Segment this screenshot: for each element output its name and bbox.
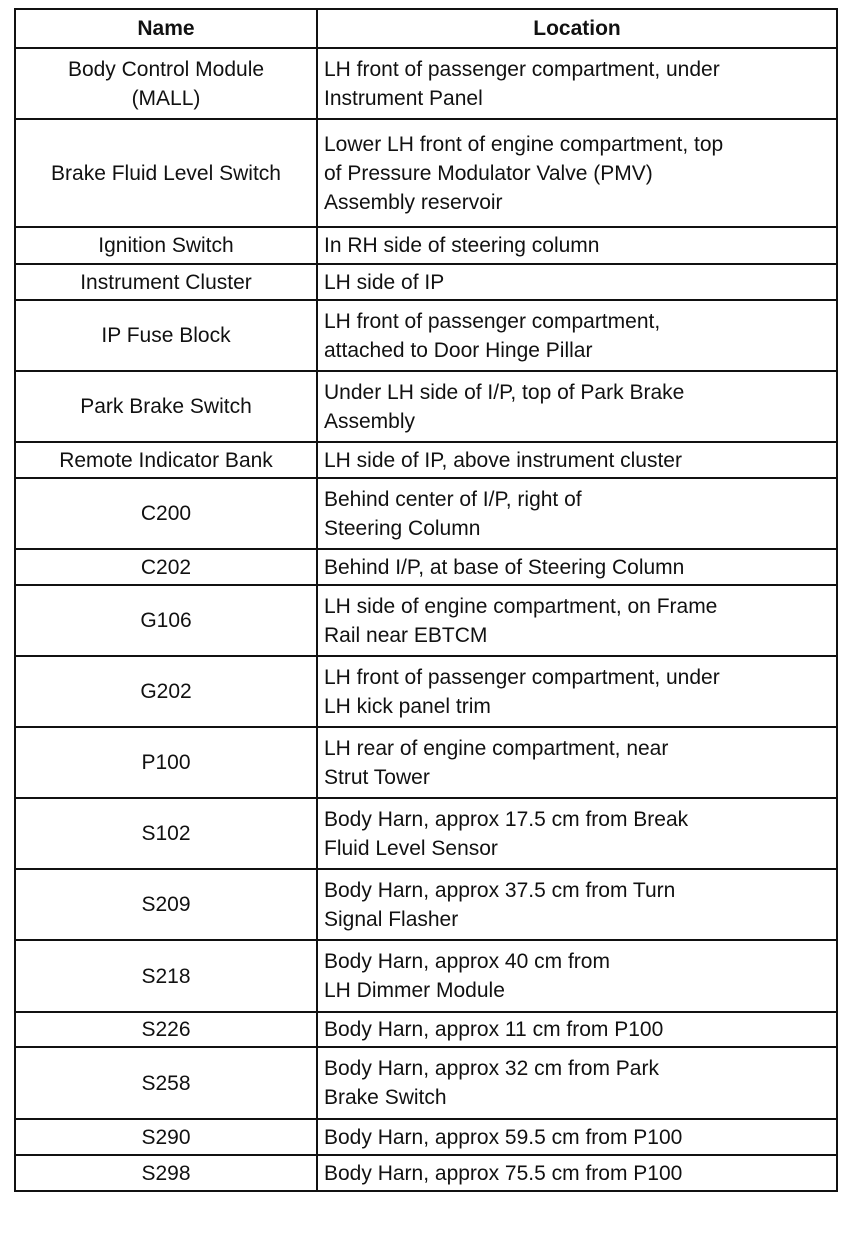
- component-name-line: Remote Indicator Bank: [59, 448, 273, 472]
- component-location-line: LH front of passenger compartment, under: [324, 665, 720, 689]
- component-name-cell: [15, 1119, 317, 1155]
- component-location-line: Rail near EBTCM: [324, 623, 488, 647]
- table-row: [15, 227, 837, 264]
- header-row: [15, 9, 837, 48]
- component-location-cell: [317, 1119, 837, 1155]
- component-name-cell: [15, 48, 317, 119]
- component-name-cell: [15, 727, 317, 798]
- component-location-line: In RH side of steering column: [324, 234, 600, 257]
- table-row: [15, 1012, 837, 1047]
- component-location-cell: [317, 869, 837, 940]
- table-row: [15, 300, 837, 371]
- component-name-line: S290: [141, 1125, 191, 1149]
- component-location-cell: [317, 264, 837, 300]
- component-location-line: LH kick panel trim: [324, 694, 491, 718]
- component-name-cell: [15, 869, 317, 940]
- component-name-line: S226: [141, 1018, 191, 1041]
- component-name-line: S102: [141, 822, 191, 845]
- component-name-cell: [15, 227, 317, 264]
- name-column-header: Name: [15, 9, 317, 48]
- table-row: [15, 371, 837, 442]
- component-location-cell: [317, 1012, 837, 1047]
- component-location-cell: [317, 478, 837, 549]
- component-name-line: G106: [140, 609, 192, 632]
- component-name-line: Park Brake Switch: [80, 395, 252, 418]
- component-name-cell: [15, 119, 317, 227]
- table-row: [15, 585, 837, 656]
- component-location-table: [14, 8, 838, 1192]
- component-name-line: S209: [141, 893, 191, 916]
- component-location-line: Under LH side of I/P, top of Park Brake: [324, 380, 685, 404]
- component-location-cell: [317, 798, 837, 869]
- component-name-cell: [15, 940, 317, 1012]
- component-location-line: LH rear of engine compartment, near: [324, 736, 669, 760]
- component-location-cell: [317, 371, 837, 442]
- component-name-cell: [15, 300, 317, 371]
- component-name-cell: [15, 1012, 317, 1047]
- component-location-line: Instrument Panel: [324, 86, 483, 110]
- component-location-line: LH side of IP, above instrument cluster: [324, 448, 682, 472]
- component-name-cell: [15, 585, 317, 656]
- component-name-cell: [15, 549, 317, 585]
- component-location-cell: [317, 585, 837, 656]
- component-location-line: Assembly: [324, 409, 416, 433]
- component-location-line: Body Harn, approx 11 cm from P100: [324, 1018, 664, 1041]
- component-location-cell: [317, 442, 837, 478]
- table-row: [15, 940, 837, 1012]
- component-location-line: LH side of engine compartment, on Frame: [324, 594, 718, 618]
- location-column-header: Location: [317, 9, 837, 48]
- table-row: [15, 727, 837, 798]
- component-location-cell: [317, 227, 837, 264]
- component-name-line: G202: [140, 680, 192, 703]
- table-row: [15, 119, 837, 227]
- component-location-line: of Pressure Modulator Valve (PMV): [324, 161, 653, 185]
- component-name-line: (MALL): [131, 86, 201, 110]
- component-location-line: LH front of passenger compartment, under: [324, 57, 720, 81]
- component-location-line: Assembly reservoir: [324, 190, 503, 214]
- component-location-cell: [317, 656, 837, 727]
- component-name-line: Brake Fluid Level Switch: [51, 161, 281, 185]
- component-name-cell: [15, 656, 317, 727]
- component-location-cell: [317, 119, 837, 227]
- component-location-line: Fluid Level Sensor: [324, 836, 498, 860]
- component-location-cell: [317, 48, 837, 119]
- component-location-line: Body Harn, approx 75.5 cm from P100: [324, 1161, 683, 1185]
- component-location-line: Lower LH front of engine compartment, top: [324, 132, 724, 156]
- component-location-cell: [317, 1155, 837, 1191]
- component-location-line: LH side of IP: [324, 270, 445, 294]
- component-name-line: Body Control Module: [67, 57, 265, 81]
- table-row: [15, 1155, 837, 1191]
- component-name-line: C200: [140, 502, 192, 525]
- component-location-line: Brake Switch: [324, 1086, 447, 1109]
- table-row: [15, 264, 837, 300]
- component-location-line: LH front of passenger compartment,: [324, 309, 661, 333]
- component-location-cell: [317, 940, 837, 1012]
- component-location-line: Behind center of I/P, right of: [324, 487, 582, 511]
- component-location-line: Behind I/P, at base of Steering Column: [324, 555, 685, 579]
- component-name-cell: [15, 264, 317, 300]
- component-name-line: P100: [141, 751, 191, 774]
- component-location-cell: [317, 1047, 837, 1119]
- component-location-cell: [317, 727, 837, 798]
- component-name-cell: [15, 371, 317, 442]
- table-row: [15, 442, 837, 478]
- component-name-cell: [15, 1155, 317, 1191]
- component-name-cell: [15, 442, 317, 478]
- component-location-line: Body Harn, approx 59.5 cm from P100: [324, 1125, 683, 1149]
- table-row: [15, 478, 837, 549]
- component-name-cell: [15, 1047, 317, 1119]
- table-body: [15, 48, 837, 1191]
- component-name-line: S298: [141, 1161, 191, 1185]
- table-row: [15, 656, 837, 727]
- component-location-line: Body Harn, approx 17.5 cm from Break: [324, 807, 689, 831]
- component-location-line: LH Dimmer Module: [324, 979, 505, 1002]
- component-location-line: Body Harn, approx 40 cm from: [324, 950, 610, 973]
- component-location-cell: [317, 300, 837, 371]
- table-row: [15, 1119, 837, 1155]
- component-location-line: Body Harn, approx 37.5 cm from Turn: [324, 878, 676, 902]
- table-row: [15, 1047, 837, 1119]
- table-row: [15, 869, 837, 940]
- component-name-line: S218: [141, 964, 191, 988]
- component-name-cell: [15, 798, 317, 869]
- component-name-line: Ignition Switch: [98, 234, 234, 257]
- component-location-line: Steering Column: [324, 516, 481, 540]
- table-row: [15, 798, 837, 869]
- component-name-cell: [15, 478, 317, 549]
- component-location-line: Strut Tower: [324, 765, 430, 789]
- table-row: [15, 549, 837, 585]
- component-location-line: Body Harn, approx 32 cm from Park: [324, 1057, 659, 1080]
- component-location-line: attached to Door Hinge Pillar: [324, 338, 593, 362]
- component-location-line: Signal Flasher: [324, 907, 459, 931]
- component-name-line: S258: [141, 1071, 191, 1095]
- component-name-line: C202: [140, 555, 192, 579]
- table-row: [15, 48, 837, 119]
- component-name-line: IP Fuse Block: [101, 324, 231, 347]
- component-name-line: Instrument Cluster: [80, 270, 252, 294]
- component-location-cell: [317, 549, 837, 585]
